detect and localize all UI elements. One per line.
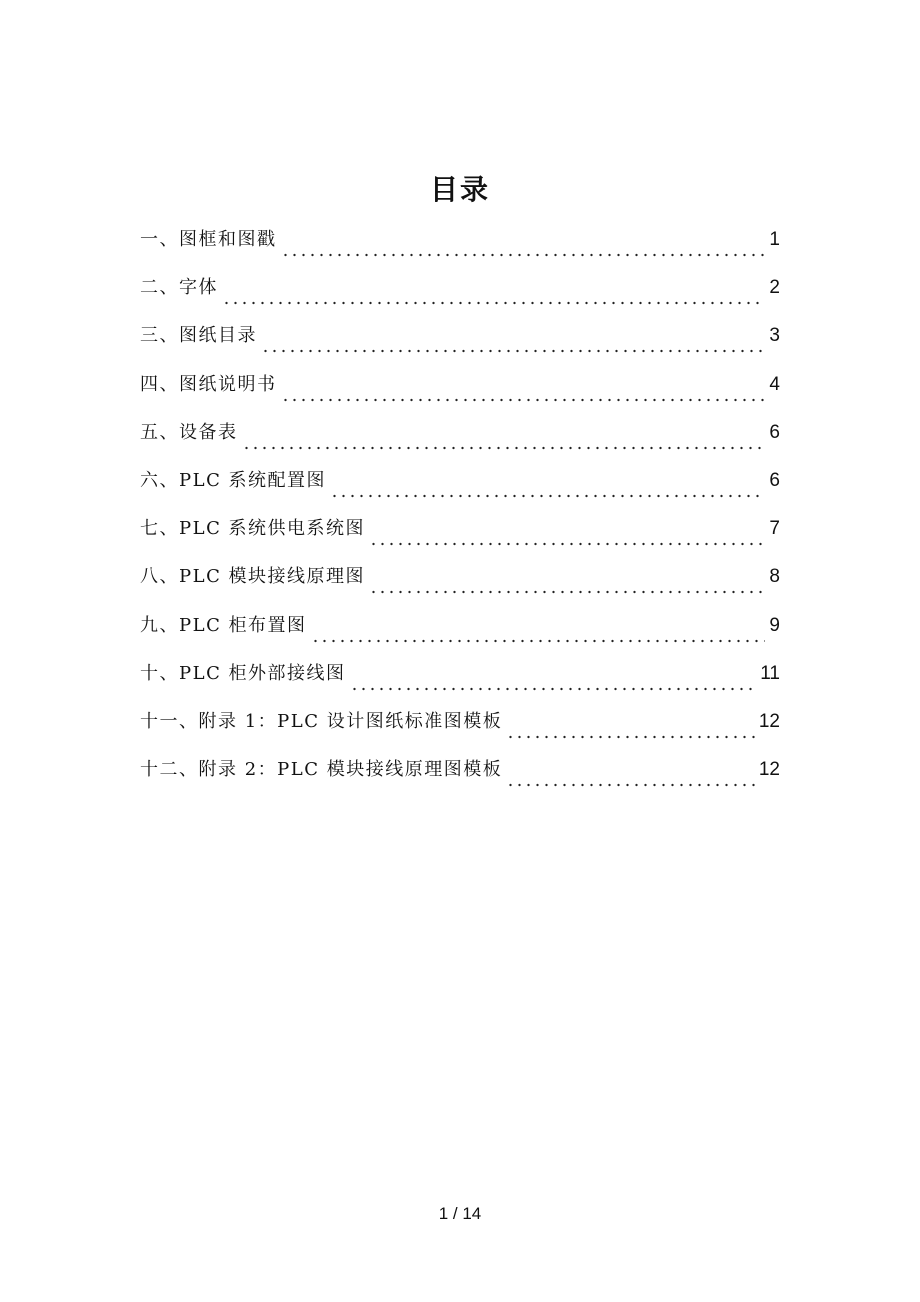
toc-entry[interactable] bbox=[140, 656, 780, 704]
toc-entry-page: 9 bbox=[769, 614, 780, 636]
toc-entry-label: 三、图纸目录 bbox=[140, 325, 257, 347]
toc-entry-label: 四、图纸说明书 bbox=[140, 373, 277, 395]
toc-entry[interactable] bbox=[140, 559, 780, 607]
dot-leader bbox=[281, 239, 766, 259]
toc-entry[interactable] bbox=[140, 318, 780, 366]
toc-entry-label: 五、设备表 bbox=[140, 421, 238, 443]
toc-entry[interactable] bbox=[140, 608, 780, 656]
dot-leader bbox=[350, 673, 757, 693]
toc-entry[interactable] bbox=[140, 367, 780, 415]
toc-entry[interactable] bbox=[140, 752, 780, 800]
toc-entry-label: 十、PLC 柜外部接线图 bbox=[140, 662, 346, 684]
toc-entry[interactable] bbox=[140, 415, 780, 463]
toc-title: 目录 bbox=[429, 173, 490, 206]
table-of-contents bbox=[140, 222, 780, 800]
dot-leader bbox=[311, 625, 766, 645]
dot-leader bbox=[242, 432, 766, 452]
toc-entry-label: 八、PLC 模块接线原理图 bbox=[140, 566, 366, 588]
toc-entry[interactable] bbox=[140, 270, 780, 318]
toc-entry-label: 十一、附录 1：PLC 设计图纸标准图模板 bbox=[140, 710, 503, 732]
dot-leader bbox=[281, 384, 766, 404]
toc-entry-page: 12 bbox=[758, 710, 780, 732]
dot-leader bbox=[330, 480, 765, 500]
toc-entry-label: 七、PLC 系统供电系统图 bbox=[140, 518, 366, 540]
toc-entry-label: 六、PLC 系统配置图 bbox=[140, 469, 327, 491]
dot-leader bbox=[261, 335, 765, 355]
toc-entry-label: 二、字体 bbox=[140, 277, 218, 299]
toc-entry-page: 8 bbox=[769, 566, 780, 588]
toc-entry-page: 3 bbox=[769, 325, 780, 347]
page-number-footer: 1 / 14 bbox=[438, 1204, 482, 1223]
toc-entry-page: 12 bbox=[758, 759, 780, 781]
toc-entry-label: 十二、附录 2：PLC 模块接线原理图模板 bbox=[140, 759, 503, 781]
toc-entry-page: 6 bbox=[769, 469, 780, 491]
toc-entry-page: 1 bbox=[769, 229, 780, 250]
dot-leader bbox=[369, 576, 765, 596]
dot-leader bbox=[222, 287, 765, 307]
toc-entry[interactable] bbox=[140, 511, 780, 559]
dot-leader bbox=[506, 721, 755, 741]
toc-entry[interactable] bbox=[140, 704, 780, 752]
toc-entry-label: 九、PLC 柜布置图 bbox=[140, 614, 307, 636]
toc-entry[interactable] bbox=[140, 222, 780, 270]
toc-entry-page: 7 bbox=[769, 518, 780, 540]
toc-entry-page: 6 bbox=[769, 421, 780, 443]
dot-leader bbox=[506, 769, 755, 789]
toc-entry-page: 2 bbox=[769, 277, 780, 299]
toc-entry-label: 一、图框和图戳 bbox=[140, 229, 277, 250]
toc-entry[interactable] bbox=[140, 463, 780, 511]
dot-leader bbox=[369, 528, 765, 548]
toc-entry-page: 4 bbox=[769, 373, 780, 395]
toc-entry-page: 11 bbox=[760, 662, 780, 684]
